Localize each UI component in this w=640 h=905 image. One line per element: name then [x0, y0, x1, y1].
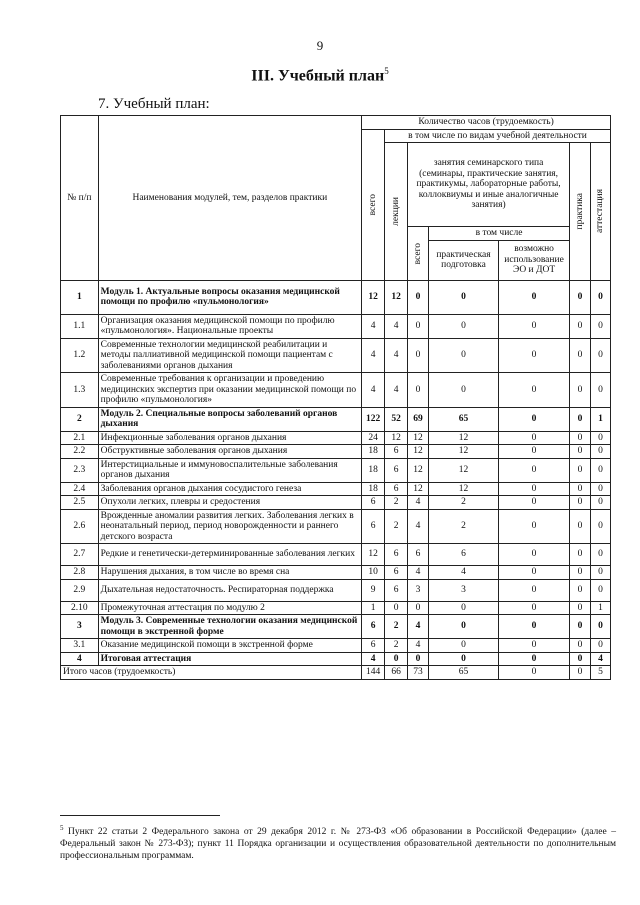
total-label: Итого часов (трудоемкость) — [61, 666, 362, 680]
row-lectures: 4 — [385, 314, 408, 338]
row-eo-dot: 0 — [499, 445, 570, 459]
row-practice: 0 — [570, 407, 591, 431]
row-practical: 12 — [428, 431, 498, 445]
row-num: 3.1 — [61, 639, 99, 653]
row-seminar: 4 — [408, 496, 429, 510]
row-lectures: 6 — [385, 579, 408, 601]
row-practical: 2 — [428, 509, 498, 544]
row-seminar: 0 — [408, 652, 429, 666]
row-name: Заболевания органов дыхания сосудистого генеза — [98, 482, 361, 496]
total-eo: 0 — [499, 666, 570, 680]
row-seminar: 0 — [408, 601, 429, 615]
header-attestation-cell — [591, 143, 611, 281]
row-num: 3 — [61, 615, 99, 639]
row-num: 1.2 — [61, 338, 99, 373]
subtitle: 7. Учебный план: — [98, 96, 210, 112]
row-seminar: 12 — [408, 445, 429, 459]
header-total: всего — [367, 193, 378, 216]
footnote-text: Пункт 22 статьи 2 Федерального закона от 29 декабря 2012 г. № 273-ФЗ «Об образовании в Российской Федерации» (далее – Федеральный закон № 273-ФЗ); пункт 11 Порядка организации и осуществления образовательной деятельности по дополнительным профессиональным программам. — [60, 827, 616, 862]
row-num: 2.2 — [61, 445, 99, 459]
row-practical: 0 — [428, 639, 498, 653]
header-sem-total: всего — [412, 242, 423, 264]
row-practical: 12 — [428, 482, 498, 496]
footnote-mark: 5 — [60, 824, 64, 832]
row-num: 2.8 — [61, 566, 99, 580]
table-row — [61, 431, 611, 445]
row-eo-dot: 0 — [499, 652, 570, 666]
row-total: 4 — [362, 652, 385, 666]
row-lectures: 12 — [385, 280, 408, 314]
row-total: 18 — [362, 458, 385, 482]
row-lectures: 6 — [385, 482, 408, 496]
row-practice: 0 — [570, 652, 591, 666]
row-name: Врожденные аномалии развития легких. Заболевания легких в неонатальный период, период новорожденности и раннего детского возраста — [98, 509, 361, 544]
row-practice: 0 — [570, 639, 591, 653]
row-total: 10 — [362, 566, 385, 580]
row-lectures: 2 — [385, 509, 408, 544]
section-title-text: III. Учебный план — [251, 67, 385, 85]
row-num: 2.9 — [61, 579, 99, 601]
row-seminar: 0 — [408, 338, 429, 373]
total-lec: 66 — [385, 666, 408, 680]
row-lectures: 4 — [385, 373, 408, 408]
row-seminar: 4 — [408, 615, 429, 639]
row-seminar: 0 — [408, 314, 429, 338]
row-eo-dot: 0 — [499, 615, 570, 639]
table-row — [61, 407, 611, 431]
row-practice: 0 — [570, 496, 591, 510]
row-num: 2.4 — [61, 482, 99, 496]
row-name: Модуль 2. Специальные вопросы заболеваний органов дыхания — [98, 407, 361, 431]
header-practice-cell — [570, 143, 591, 281]
footnote-ref[interactable]: 5 — [384, 66, 389, 76]
row-attestation: 0 — [591, 639, 611, 653]
row-practical: 0 — [428, 601, 498, 615]
table-row — [61, 509, 611, 544]
section-title — [0, 66, 640, 85]
header-practice: практика — [574, 193, 585, 230]
row-attestation: 1 — [591, 407, 611, 431]
row-name: Модуль 3. Современные технологии оказания медицинской помощи в экстренной форме — [98, 615, 361, 639]
table-row — [61, 496, 611, 510]
header-seminar: занятия семинарского типа (семинары, практические занятия, практикумы, лабораторные работы, коллоквиумы и иные аналогичные занятия) — [408, 143, 570, 227]
row-practice: 0 — [570, 431, 591, 445]
row-practice: 0 — [570, 445, 591, 459]
row-eo-dot: 0 — [499, 544, 570, 566]
row-num: 2.6 — [61, 509, 99, 544]
header-incl: в том числе — [428, 227, 569, 241]
row-attestation: 0 — [591, 445, 611, 459]
row-attestation: 0 — [591, 431, 611, 445]
row-name: Дыхательная недостаточность. Респираторная поддержка — [98, 579, 361, 601]
row-practical: 0 — [428, 314, 498, 338]
row-num: 2.1 — [61, 431, 99, 445]
header-num: № п/п — [61, 116, 99, 281]
row-num: 2.3 — [61, 458, 99, 482]
row-name: Нарушения дыхания, в том числе во время сна — [98, 566, 361, 580]
header-eo-dot: возможно использование ЭО и ДОТ — [499, 240, 570, 280]
header-sem-total-cell — [408, 227, 429, 281]
total-row — [61, 666, 611, 680]
row-practice: 0 — [570, 544, 591, 566]
table-row — [61, 338, 611, 373]
row-total: 6 — [362, 615, 385, 639]
table-row — [61, 639, 611, 653]
table-row — [61, 373, 611, 408]
table-row — [61, 280, 611, 314]
total-att: 5 — [591, 666, 611, 680]
row-seminar: 6 — [408, 544, 429, 566]
row-seminar: 12 — [408, 482, 429, 496]
row-num: 2.5 — [61, 496, 99, 510]
row-practice: 0 — [570, 615, 591, 639]
row-lectures: 0 — [385, 652, 408, 666]
header-attestation: аттестация — [595, 189, 606, 234]
row-practice: 0 — [570, 373, 591, 408]
row-practical: 12 — [428, 445, 498, 459]
row-attestation: 0 — [591, 496, 611, 510]
row-attestation: 0 — [591, 566, 611, 580]
row-attestation: 0 — [591, 373, 611, 408]
header-name: Наименования модулей, тем, разделов практики — [98, 116, 361, 281]
row-practical: 3 — [428, 579, 498, 601]
page-number: 9 — [316, 38, 324, 53]
row-seminar: 12 — [408, 431, 429, 445]
row-lectures: 0 — [385, 601, 408, 615]
row-seminar: 4 — [408, 509, 429, 544]
table-row — [61, 601, 611, 615]
row-num: 1 — [61, 280, 99, 314]
row-total: 24 — [362, 431, 385, 445]
row-name: Модуль 1. Актуальные вопросы оказания медицинской помощи по профилю «пульмонология» — [98, 280, 361, 314]
row-seminar: 4 — [408, 566, 429, 580]
row-eo-dot: 0 — [499, 639, 570, 653]
row-lectures: 4 — [385, 338, 408, 373]
table-row — [61, 314, 611, 338]
row-practice: 0 — [570, 314, 591, 338]
row-attestation: 0 — [591, 509, 611, 544]
row-total: 12 — [362, 544, 385, 566]
row-practical: 4 — [428, 566, 498, 580]
row-practical: 0 — [428, 652, 498, 666]
row-practice: 0 — [570, 509, 591, 544]
row-practical: 0 — [428, 373, 498, 408]
header-lectures-cell — [385, 143, 408, 281]
row-practice: 0 — [570, 280, 591, 314]
row-name: Промежуточная аттестация по модулю 2 — [98, 601, 361, 615]
row-attestation: 0 — [591, 338, 611, 373]
row-attestation: 0 — [591, 615, 611, 639]
table-row — [61, 652, 611, 666]
row-practical: 2 — [428, 496, 498, 510]
row-attestation: 0 — [591, 458, 611, 482]
row-attestation: 4 — [591, 652, 611, 666]
total-total: 144 — [362, 666, 385, 680]
row-lectures: 2 — [385, 639, 408, 653]
row-practice: 0 — [570, 338, 591, 373]
row-name: Современные требования к организации и проведению медицинских экспертиз при оказании медицинской помощи по профилю «пульмонология» — [98, 373, 361, 408]
row-eo-dot: 0 — [499, 509, 570, 544]
header-incl-types: в том числе по видам учебной деятельности — [385, 129, 611, 143]
row-practical: 6 — [428, 544, 498, 566]
row-name: Инфекционные заболевания органов дыхания — [98, 431, 361, 445]
footnote-divider — [60, 815, 220, 816]
row-total: 1 — [362, 601, 385, 615]
row-eo-dot: 0 — [499, 280, 570, 314]
curriculum-body — [61, 280, 611, 679]
row-lectures: 12 — [385, 431, 408, 445]
row-practice: 0 — [570, 482, 591, 496]
row-lectures: 2 — [385, 615, 408, 639]
row-attestation: 0 — [591, 544, 611, 566]
table-row — [61, 458, 611, 482]
row-num: 1.1 — [61, 314, 99, 338]
row-total: 4 — [362, 338, 385, 373]
row-attestation: 0 — [591, 314, 611, 338]
row-attestation: 0 — [591, 280, 611, 314]
footnote — [60, 822, 616, 862]
row-seminar: 4 — [408, 639, 429, 653]
row-total: 4 — [362, 314, 385, 338]
row-seminar: 69 — [408, 407, 429, 431]
row-total: 18 — [362, 482, 385, 496]
row-practical: 0 — [428, 280, 498, 314]
row-eo-dot: 0 — [499, 566, 570, 580]
row-practical: 65 — [428, 407, 498, 431]
table-row — [61, 566, 611, 580]
table-row — [61, 615, 611, 639]
row-practice: 0 — [570, 458, 591, 482]
header-total-cell — [362, 129, 385, 280]
header-hours-total: Количество часов (трудоемкость) — [362, 116, 611, 130]
row-name: Организация оказания медицинской помощи по профилю «пульмонология». Национальные проекты — [98, 314, 361, 338]
row-eo-dot: 0 — [499, 458, 570, 482]
row-num: 2 — [61, 407, 99, 431]
row-lectures: 52 — [385, 407, 408, 431]
row-practical: 0 — [428, 338, 498, 373]
row-name: Обструктивные заболевания органов дыхания — [98, 445, 361, 459]
row-attestation: 1 — [591, 601, 611, 615]
table-row — [61, 445, 611, 459]
row-num: 1.3 — [61, 373, 99, 408]
row-name: Итоговая аттестация — [98, 652, 361, 666]
row-practice: 0 — [570, 601, 591, 615]
total-pr: 0 — [570, 666, 591, 680]
row-eo-dot: 0 — [499, 482, 570, 496]
header-practical-training: практическая подготовка — [428, 240, 498, 280]
row-eo-dot: 0 — [499, 373, 570, 408]
table-row — [61, 544, 611, 566]
row-total: 6 — [362, 496, 385, 510]
row-name: Современные технологии медицинской реабилитации и методы паллиативной медицинской помощи пациентам с заболеваниями органов дыхания — [98, 338, 361, 373]
row-eo-dot: 0 — [499, 314, 570, 338]
row-total: 18 — [362, 445, 385, 459]
row-practical: 12 — [428, 458, 498, 482]
row-eo-dot: 0 — [499, 496, 570, 510]
row-seminar: 12 — [408, 458, 429, 482]
row-practice: 0 — [570, 566, 591, 580]
row-seminar: 0 — [408, 373, 429, 408]
row-total: 9 — [362, 579, 385, 601]
row-eo-dot: 0 — [499, 407, 570, 431]
row-eo-dot: 0 — [499, 579, 570, 601]
table-row — [61, 579, 611, 601]
total-pp: 65 — [428, 666, 498, 680]
row-lectures: 6 — [385, 544, 408, 566]
row-lectures: 2 — [385, 496, 408, 510]
row-name: Интерстициальные и иммуновоспалительные заболевания органов дыхания — [98, 458, 361, 482]
row-attestation: 0 — [591, 579, 611, 601]
row-total: 6 — [362, 639, 385, 653]
curriculum-table — [60, 115, 611, 680]
row-lectures: 6 — [385, 445, 408, 459]
row-eo-dot: 0 — [499, 431, 570, 445]
row-total: 6 — [362, 509, 385, 544]
row-seminar: 0 — [408, 280, 429, 314]
row-name: Опухоли легких, плевры и средостения — [98, 496, 361, 510]
table-row — [61, 482, 611, 496]
row-name: Редкие и генетически-детерминированные заболевания легких — [98, 544, 361, 566]
row-name: Оказание медицинской помощи в экстренной форме — [98, 639, 361, 653]
row-lectures: 6 — [385, 566, 408, 580]
row-eo-dot: 0 — [499, 338, 570, 373]
header-lectures: лекции — [390, 196, 401, 226]
row-total: 4 — [362, 373, 385, 408]
row-num: 2.10 — [61, 601, 99, 615]
row-practical: 0 — [428, 615, 498, 639]
row-total: 12 — [362, 280, 385, 314]
row-num: 4 — [61, 652, 99, 666]
row-lectures: 6 — [385, 458, 408, 482]
row-total: 122 — [362, 407, 385, 431]
row-attestation: 0 — [591, 482, 611, 496]
row-practice: 0 — [570, 579, 591, 601]
row-eo-dot: 0 — [499, 601, 570, 615]
total-sem: 73 — [408, 666, 429, 680]
row-seminar: 3 — [408, 579, 429, 601]
row-num: 2.7 — [61, 544, 99, 566]
